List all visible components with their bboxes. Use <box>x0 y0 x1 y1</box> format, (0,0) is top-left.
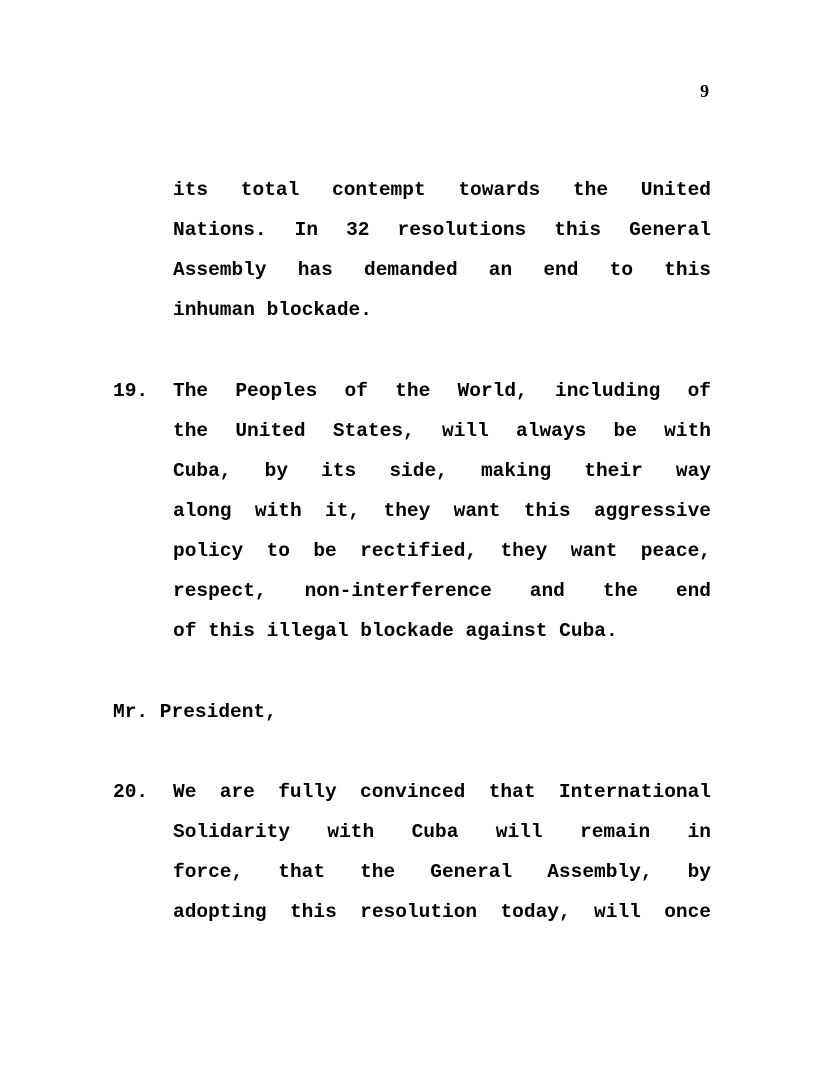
text-line: Nations. In 32 resolutions this General <box>173 219 711 241</box>
text-line: its total contempt towards the United <box>173 179 711 201</box>
text-line: Cuba, by its side, making their way <box>173 460 711 482</box>
text-line: policy to be rectified, they want peace, <box>173 540 711 562</box>
text-line: respect, non-interference and the end <box>173 580 711 602</box>
text-line: along with it, they want this aggressive <box>173 500 711 522</box>
page-number: 9 <box>700 81 709 101</box>
paragraph-number: 19. <box>113 380 149 402</box>
text-line: The Peoples of the World, including of <box>173 380 711 402</box>
text-line: adopting this resolution today, will once <box>173 901 711 923</box>
text-line: Solidarity with Cuba will remain in <box>173 821 711 843</box>
text-line: Assembly has demanded an end to this <box>173 259 711 281</box>
text-line: We are fully convinced that International <box>173 781 711 803</box>
text-line: of this illegal blockade against Cuba. <box>173 620 618 642</box>
text-line: inhuman blockade. <box>173 299 372 321</box>
text-line: the United States, will always be with <box>173 420 711 442</box>
salutation: Mr. President, <box>113 701 277 723</box>
text-line: force, that the General Assembly, by <box>173 861 711 883</box>
paragraph-number: 20. <box>113 781 149 803</box>
